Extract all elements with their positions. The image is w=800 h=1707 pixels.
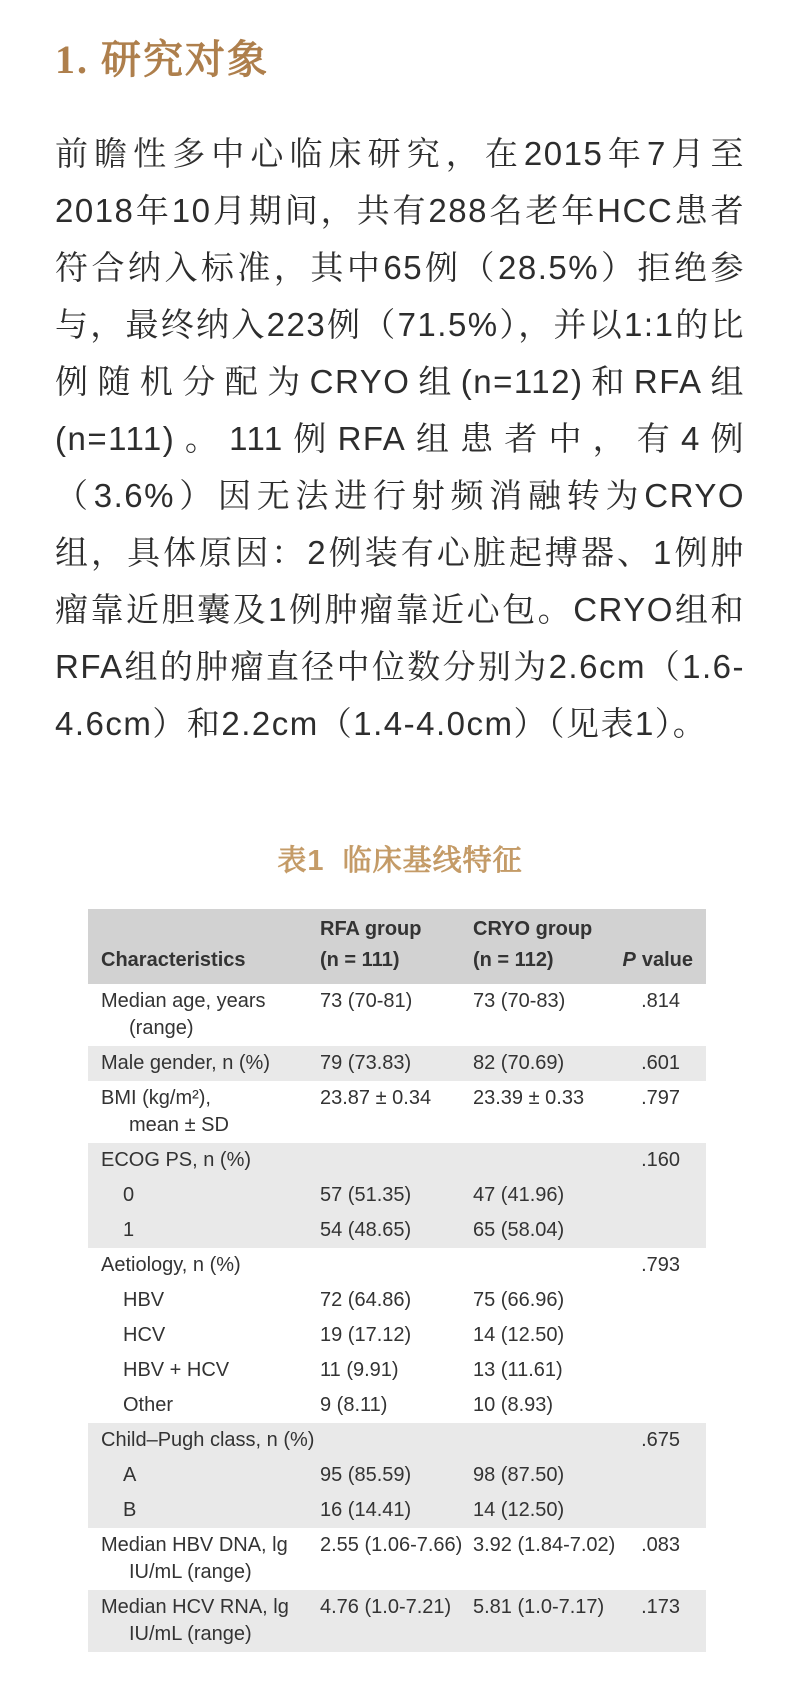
characteristic-cell bbox=[88, 1287, 320, 1314]
table-row bbox=[88, 1590, 706, 1652]
p-value: .797 bbox=[641, 1087, 680, 1109]
characteristic-cell bbox=[88, 988, 320, 1042]
table-row bbox=[88, 1283, 706, 1318]
rfa-value: 16 (14.41) bbox=[320, 1499, 412, 1521]
cryo-value bbox=[473, 1147, 616, 1174]
row-label: Median age, years bbox=[101, 990, 266, 1012]
table-header-row bbox=[88, 909, 706, 984]
row-sublabel: (range) bbox=[129, 1017, 194, 1039]
row-label: Median HCV RNA, lg bbox=[101, 1596, 289, 1618]
header-characteristics-label: Characteristics bbox=[101, 949, 246, 971]
row-sublabel: IU/mL (range) bbox=[129, 1561, 252, 1583]
rfa-value: 57 (51.35) bbox=[320, 1184, 412, 1206]
characteristic-cell bbox=[88, 1497, 320, 1524]
row-label: Aetiology, n (%) bbox=[101, 1254, 241, 1276]
cryo-value bbox=[473, 1252, 616, 1279]
characteristic-cell bbox=[88, 1532, 320, 1586]
p-value bbox=[616, 1322, 706, 1349]
rfa-value: 79 (73.83) bbox=[320, 1052, 412, 1074]
cryo-value: 23.39 ± 0.33 bbox=[473, 1087, 585, 1109]
table-row bbox=[88, 1143, 706, 1178]
cryo-value: 13 (11.61) bbox=[473, 1359, 563, 1381]
row-label: Median HBV DNA, lg bbox=[101, 1534, 288, 1556]
cryo-value: 98 (87.50) bbox=[473, 1464, 565, 1486]
cryo-value: 10 (8.93) bbox=[473, 1394, 554, 1416]
row-label: HBV + HCV bbox=[123, 1359, 230, 1381]
header-p-rest: value bbox=[641, 949, 693, 971]
rfa-value bbox=[320, 1147, 473, 1174]
header-cryo-group-n: (n = 112) bbox=[473, 949, 554, 971]
header-p-symbol: P bbox=[622, 949, 636, 971]
p-value: .675 bbox=[641, 1429, 680, 1451]
characteristic-cell bbox=[88, 1147, 320, 1174]
row-label: Male gender, n (%) bbox=[101, 1052, 270, 1074]
table-caption: 表1 临床基线特征 bbox=[277, 845, 523, 877]
p-value: .814 bbox=[641, 990, 680, 1012]
rfa-value: 73 (70-81) bbox=[320, 990, 413, 1012]
row-label: HCV bbox=[123, 1324, 166, 1346]
table-row bbox=[88, 1213, 706, 1248]
header-cryo-group bbox=[473, 914, 616, 976]
characteristic-cell bbox=[88, 1217, 320, 1244]
row-label: 0 bbox=[123, 1184, 135, 1206]
cryo-value: 75 (66.96) bbox=[473, 1289, 565, 1311]
row-label: 1 bbox=[123, 1219, 135, 1241]
rfa-value: 4.76 (1.0-7.21) bbox=[320, 1596, 452, 1618]
cryo-value: 47 (41.96) bbox=[473, 1184, 565, 1206]
rfa-value: 54 (48.65) bbox=[320, 1219, 412, 1241]
characteristic-cell bbox=[88, 1594, 320, 1648]
table-row bbox=[88, 1493, 706, 1528]
p-value: .173 bbox=[641, 1596, 680, 1618]
row-label: HBV bbox=[123, 1289, 165, 1311]
header-rfa-group-n: (n = 111) bbox=[320, 949, 400, 971]
header-rfa-group-name: RFA group bbox=[320, 918, 422, 940]
characteristic-cell bbox=[88, 1322, 320, 1349]
characteristic-cell bbox=[88, 1252, 320, 1279]
cryo-value: 3.92 (1.84-7.02) bbox=[473, 1534, 616, 1556]
characteristic-cell bbox=[88, 1427, 320, 1454]
rfa-value: 23.87 ± 0.34 bbox=[320, 1087, 432, 1109]
p-value bbox=[616, 1357, 706, 1384]
table-row bbox=[88, 1046, 706, 1081]
p-value bbox=[616, 1287, 706, 1314]
rfa-value: 19 (17.12) bbox=[320, 1324, 412, 1346]
row-label: Other bbox=[123, 1394, 174, 1416]
table-body bbox=[88, 984, 706, 1652]
table-row bbox=[88, 1178, 706, 1213]
row-sublabel: IU/mL (range) bbox=[129, 1623, 252, 1645]
header-rfa-group bbox=[320, 914, 473, 976]
row-label: Child–Pugh class, n (%) bbox=[101, 1429, 315, 1451]
cryo-value: 14 (12.50) bbox=[473, 1324, 565, 1346]
section-heading: 1. 研究对象 bbox=[55, 37, 269, 82]
p-value: .083 bbox=[641, 1534, 680, 1556]
table-row bbox=[88, 1353, 706, 1388]
rfa-value: 2.55 (1.06-7.66) bbox=[320, 1534, 463, 1556]
body-paragraph: 前瞻性多中心临床研究，在2015年7月至2018年10月期间，共有288名老年HCC患者符合纳入标准，其中65例（28.5%）拒绝参与，最终纳入223例（71.5%），并以1:1的比例随机分配为CRYO组(n=112)和RFA组(n=111)。111例RFA组患者中，有4例（3.6%）因无法进行射频消融转为CRYO组，具体原因：2例装有心脏起搏器、1例肿瘤靠近胆囊及1例肿瘤靠近心包。CRYO组和RFA组的肿瘤直径中位数分别为2.6cm（1.6-4.6cm）和2.2cm（1.4-4.0cm）（见表1）。 bbox=[55, 135, 745, 742]
cryo-value: 82 (70.69) bbox=[473, 1052, 565, 1074]
header-cryo-group-name: CRYO group bbox=[473, 918, 593, 940]
article-page bbox=[0, 28, 800, 1707]
characteristic-cell bbox=[88, 1182, 320, 1209]
characteristic-cell bbox=[88, 1462, 320, 1489]
p-value bbox=[616, 1182, 706, 1209]
header-p-value bbox=[616, 945, 706, 976]
row-label: A bbox=[123, 1464, 137, 1486]
table-row bbox=[88, 1423, 706, 1458]
cryo-value: 65 (58.04) bbox=[473, 1219, 565, 1241]
p-value: .160 bbox=[641, 1149, 680, 1171]
rfa-value bbox=[320, 1252, 473, 1279]
table-row bbox=[88, 1318, 706, 1353]
table-row bbox=[88, 1458, 706, 1493]
characteristic-cell bbox=[88, 1392, 320, 1419]
baseline-characteristics-table bbox=[88, 909, 706, 1652]
rfa-value: 95 (85.59) bbox=[320, 1464, 412, 1486]
rfa-value: 72 (64.86) bbox=[320, 1289, 412, 1311]
table-row bbox=[88, 1081, 706, 1143]
table-row bbox=[88, 1388, 706, 1423]
rfa-value: 11 (9.91) bbox=[320, 1359, 399, 1381]
characteristic-cell bbox=[88, 1357, 320, 1384]
p-value bbox=[616, 1462, 706, 1489]
row-sublabel: mean ± SD bbox=[129, 1114, 229, 1136]
p-value: .601 bbox=[641, 1052, 680, 1074]
p-value bbox=[616, 1497, 706, 1524]
characteristic-cell bbox=[88, 1050, 320, 1077]
row-label: BMI (kg/m²), bbox=[101, 1087, 211, 1109]
cryo-value bbox=[473, 1427, 616, 1454]
row-label: ECOG PS, n (%) bbox=[101, 1149, 252, 1171]
characteristic-cell bbox=[88, 1085, 320, 1139]
table-row bbox=[88, 1248, 706, 1283]
header-characteristics bbox=[88, 945, 320, 976]
rfa-value bbox=[320, 1427, 473, 1454]
p-value: .793 bbox=[641, 1254, 680, 1276]
table-row bbox=[88, 984, 706, 1046]
row-label: B bbox=[123, 1499, 137, 1521]
cryo-value: 73 (70-83) bbox=[473, 990, 566, 1012]
p-value bbox=[616, 1392, 706, 1419]
cryo-value: 14 (12.50) bbox=[473, 1499, 565, 1521]
rfa-value: 9 (8.11) bbox=[320, 1394, 388, 1416]
table-row bbox=[88, 1528, 706, 1590]
cryo-value: 5.81 (1.0-7.17) bbox=[473, 1596, 605, 1618]
p-value bbox=[616, 1217, 706, 1244]
